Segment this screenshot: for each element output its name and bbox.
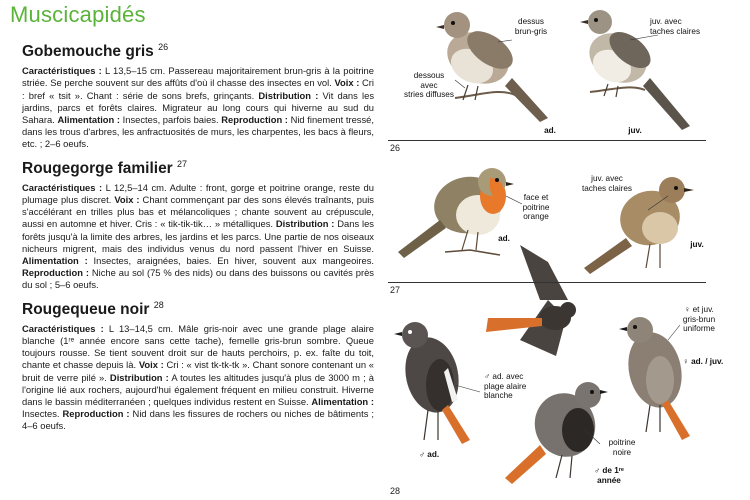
label-dessous-stries: dessous avec stries diffuses (404, 71, 454, 99)
section-label: Distribution : (258, 89, 319, 101)
robin-adult-illustration (398, 168, 514, 258)
text-column (22, 42, 374, 441)
label-female-ad-juv: ♀ ad. / juv. (682, 357, 724, 366)
label-juv-taches-claires: juv. avec taches claires (581, 174, 633, 193)
plate-divider (388, 282, 706, 283)
section-label: Voix : (114, 193, 140, 205)
species-description (22, 65, 374, 150)
plate-number: 27 (390, 285, 401, 295)
species-title: Rougequeue noir (22, 300, 150, 318)
plate-number: 26 (390, 143, 401, 153)
section-label: Caractéristiques : (22, 322, 104, 334)
label-male-ad-plage-alaire: ♂ ad. avec plage alaire blanche (484, 372, 527, 400)
species-block-rougequeue (22, 300, 374, 433)
label-dessus-brun-gris: dessus brun-gris (514, 17, 548, 36)
section-label: Alimentation : (311, 395, 374, 407)
plate-divider (388, 140, 706, 141)
label-adult: ad. (544, 126, 556, 135)
section-label: Reproduction : (221, 113, 288, 125)
section-text: Nid dans les fissures de rochers ou niches de bâtiments ; 4–6 oeufs. (22, 408, 374, 432)
plate-ref: 28 (153, 299, 164, 310)
redstart-flying-illustration (486, 245, 576, 356)
redstart-female-illustration (619, 317, 690, 440)
species-description (22, 182, 374, 292)
species-block-rougegorge (22, 159, 374, 292)
section-label: Caractéristiques : (22, 65, 102, 77)
section-text: Cri : bref « tsit ». Chant : série de sons brefs, grinçants. (22, 77, 374, 101)
section-text: Insectes, parfois baies. (120, 113, 222, 125)
section-text: Insectes. (22, 408, 63, 420)
plate-ref: 26 (158, 42, 169, 52)
label-poitrine-noire: poitrine noire (608, 438, 636, 457)
section-label: Voix : (138, 359, 164, 371)
section-text: Vit dans les jardins, parcs et forêts claires. Migrateur au long cours qui hiverne au sud du Sahara. (22, 89, 375, 125)
species-title: Rougegorge familier (22, 159, 173, 177)
section-text: Chant commençant par des sons élevés traînants, puis s'accélérant en trilles plus bas et mélancoliques ; chante souvent au crépuscule, aussi en automne et hiver. Cris : « tik-tik-tik… » métalliques. (22, 193, 374, 230)
section-text: L 13–14,5 cm. Mâle gris-noir avec une grande plage alaire blanche (1ʳᵉ année encore sans cette tache), femelle gris-brun sombre. Queue toujours rousse. Se tient souvent droit sur de hauts perchoirs, p. ex. faîte du toit, chante et chasse depuis là. (22, 322, 374, 371)
section-label: Voix : (334, 77, 360, 89)
section-text: L 12,5–14 cm. Adulte : front, gorge et poitrine orange, reste du plumage plus discret. (22, 181, 374, 205)
label-male-first-year: ♂ de 1ʳᵉ année (594, 466, 624, 485)
section-text: Cri : « vist tk-tk-tk ». Chant sonore contenant un « bruit de verre pilé ». (22, 359, 375, 383)
section-text: Dans les forêts jusqu'à la limite des arbres, les jardins et les parcs. Une partie de nos oiseaux nicheurs migrent, mais des individus venus du nord passent l'hiver en Suisse. (22, 218, 374, 254)
label-juvenile: juv. (628, 126, 642, 135)
label-male-ad: ♂ ad. (418, 450, 440, 459)
redstart-male-adult-illustration (394, 322, 470, 444)
label-female-juv-gris-brun: ♀ et juv. gris-brun uniforme (682, 305, 716, 333)
section-label: Reproduction : (22, 267, 89, 279)
section-label: Distribution : (275, 218, 335, 230)
section-label: Alimentation : (57, 113, 121, 125)
label-juvenile: juv. (690, 240, 704, 249)
plate-number: 28 (390, 486, 401, 496)
label-face-poitrine-orange: face et poitrine orange (522, 193, 550, 221)
species-block-gobemouche (22, 42, 374, 151)
species-description (22, 323, 374, 433)
section-text: Niche au sol (75 % des nids) ou dans des buissons ou cavités près du sol ; 5–6 oeufs. (22, 267, 374, 291)
section-text: Insectes, araignées, baies. En hiver, souvent aux mangeoires. (87, 254, 374, 266)
plate-ref: 27 (177, 158, 188, 169)
section-text: L 13,5–15 cm. Passereau majoritairement brun-gris à la poitrine striée. Se perche souvent sur des affûts d'où il chasse des insectes en vol. (22, 65, 374, 89)
section-label: Caractéristiques : (22, 181, 103, 193)
label-adult: ad. (498, 234, 510, 243)
label-juv-taches-claires: juv. avec taches claires (650, 17, 701, 36)
section-label: Reproduction : (62, 408, 130, 420)
section-text: A toutes les altitudes jusqu'à plus de 3000 m ; à l'origine lié aux rochers, aujourd'hui également fréquent en milieu construit. Hiverne dans le bassin méditerranéen ; quelques individus restent en Suisse. (22, 371, 374, 407)
section-label: Distribution : (109, 371, 169, 383)
family-title: Muscicapidés (10, 2, 146, 27)
species-title: Gobemouche gris (22, 43, 154, 61)
section-label: Alimentation : (22, 254, 88, 266)
section-text: Nid finement tressé, dans les trous d'arbres, les anfractuosités de murs, les charpentes, les bacs à fleurs, etc. ; 2–6 oeufs. (22, 113, 374, 150)
